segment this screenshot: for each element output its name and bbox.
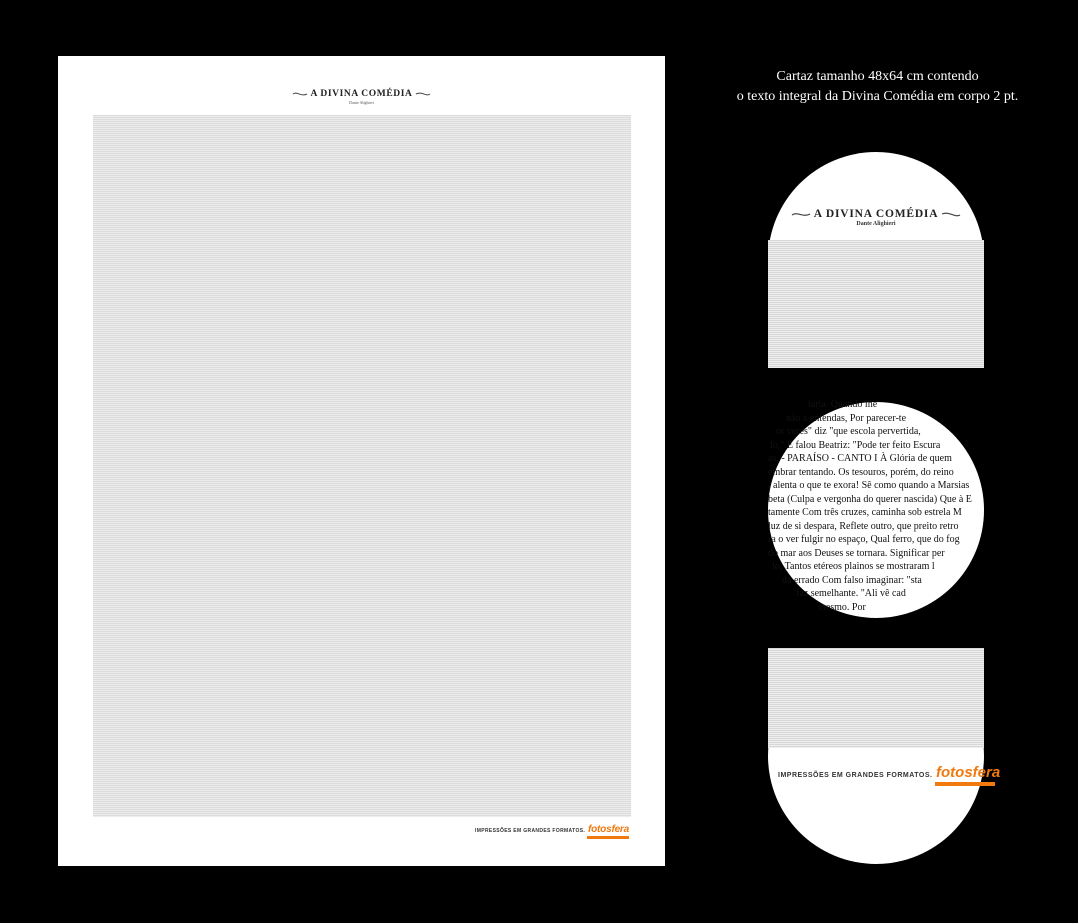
poster-text-block	[93, 115, 631, 817]
fotosfera-logo: fotosfera	[588, 824, 629, 835]
poster-title	[58, 89, 665, 99]
zoom-text-line: faz semelhante. "Ali vê cad	[796, 588, 906, 599]
zoom-text-lines	[768, 399, 984, 618]
swash-left-icon	[791, 211, 811, 218]
zoom-detail-text	[768, 399, 984, 618]
zoom-text-line: mesmo. Por	[818, 601, 866, 613]
zoom-text-line: , alenta o que te exora! Sê como quando a Marsias	[768, 480, 970, 491]
zoom-text-line: ra o ver fulgir no espaço, Qual ferro, que do fog	[768, 534, 960, 545]
logo-underline	[587, 836, 629, 839]
zoom-text-texture	[768, 240, 984, 368]
zoom-text-line: as. - PARAÍSO - CANTO I À Glória de quem	[768, 453, 952, 464]
zoom-author: Dante Alighieri	[856, 221, 896, 227]
zoom-detail-footer	[768, 648, 1001, 864]
zoom-text-line: beta (Culpa e vergonha do querer nascida) Que à E	[768, 493, 972, 505]
poster-slogan: IMPRESSÕES EM GRANDES FORMATOS.	[475, 828, 586, 834]
swash-right-icon	[941, 211, 961, 218]
poster-title-text: A DIVINA COMÉDIA	[310, 89, 412, 99]
zoom-text-line: da errado Com falso imaginar: "sta	[782, 574, 922, 586]
zoom-text-line: não a entendas, Por parecer-te	[786, 412, 907, 424]
poster-author: Dante Alighieri	[349, 100, 374, 105]
zoom-title-text: A DIVINA COMÉDIA	[813, 208, 938, 220]
zoom-text-line: lo, Tantos etéreos plainos se mostraram l	[772, 561, 935, 572]
zoom-text-line: do mar aos Deuses se tornara. Significar per	[768, 547, 945, 559]
caption	[700, 67, 1055, 107]
zoom-text-texture	[768, 648, 984, 748]
zoom-text-line: lo." E falou Beatriz: "Pode ter feito Escura	[770, 439, 941, 451]
zoom-logo-underline	[935, 782, 995, 786]
caption-line-2: o texto integral da Divina Comédia em corpo 2 pt.	[736, 89, 1019, 104]
zoom-slogan: IMPRESSÕES EM GRANDES FORMATOS.	[778, 772, 933, 779]
zoom-text-line: tamente Com três cruzes, caminha sob estrela M	[768, 507, 962, 518]
caption-line-1: Cartaz tamanho 48x64 cm contendo	[776, 69, 979, 84]
swash-left-icon	[292, 91, 308, 97]
swash-right-icon	[415, 91, 431, 97]
zoom-text-line: or veres" diz "que escola pervertida,	[776, 426, 921, 437]
zoom-fotosfera-logo: fotosfera	[936, 764, 1001, 781]
poster-preview	[58, 56, 665, 866]
zoom-text-line: luz de si despara, Reflete outro, que preito retro	[768, 520, 959, 532]
zoom-text-line: iaria. Quando lhe	[808, 399, 878, 410]
zoom-title	[768, 208, 984, 220]
zoom-detail-header	[768, 152, 984, 368]
zoom-text-line: embrar tentando. Os tesouros, porém, do reino	[768, 466, 954, 478]
